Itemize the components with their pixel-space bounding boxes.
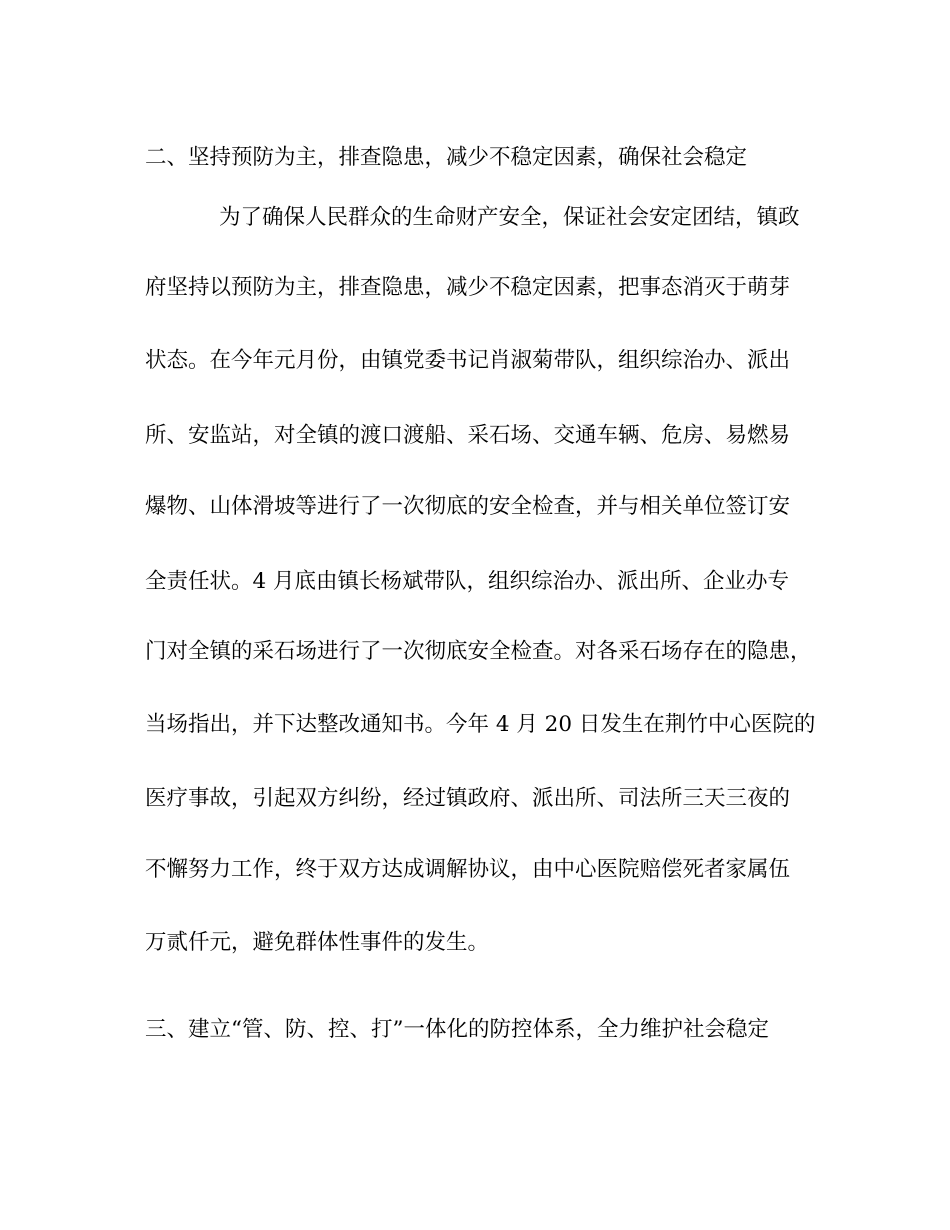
paragraph-line: 状态。在今年元月份，由镇党委书记肖淑菊带队，组织综治办、派出 xyxy=(145,348,791,373)
paragraph-line: 当场指出，并下达整改通知书。今年 4 月 20 日发生在荆竹中心医院的 xyxy=(145,712,816,737)
section-heading-2: 二、坚持预防为主，排查隐患，减少不稳定因素，确保社会稳定 xyxy=(145,145,748,170)
paragraph-line: 为了确保人民群众的生命财产安全，保证社会安定团结，镇政 xyxy=(219,205,800,230)
paragraph-line: 门对全镇的采石场进行了一次彻底安全检查。对各采石场存在的隐患， xyxy=(145,639,812,664)
paragraph-line: 所、安监站，对全镇的渡口渡船、采石场、交通车辆、危房、易燃易 xyxy=(145,423,791,448)
paragraph-line: 医疗事故，引起双方纠纷，经过镇政府、派出所、司法所三天三夜的 xyxy=(145,786,791,811)
paragraph-line: 全责任状。4 月底由镇长杨斌带队，组织综治办、派出所、企业办专 xyxy=(145,569,790,594)
paragraph-line: 不懈努力工作，终于双方达成调解协议，由中心医院赔偿死者家属伍 xyxy=(145,857,791,882)
paragraph-line: 府坚持以预防为主，排查隐患，减少不稳定因素，把事态消灭于萌芽 xyxy=(145,275,791,300)
section-heading-3: 三、建立“管、防、控、打”一体化的防控体系，全力维护社会稳定 xyxy=(145,1017,769,1042)
paragraph-line: 爆物、山体滑坡等进行了一次彻底的安全检查，并与相关单位签订安 xyxy=(145,494,791,519)
paragraph-line: 万贰仟元，避免群体性事件的发生。 xyxy=(145,930,490,955)
